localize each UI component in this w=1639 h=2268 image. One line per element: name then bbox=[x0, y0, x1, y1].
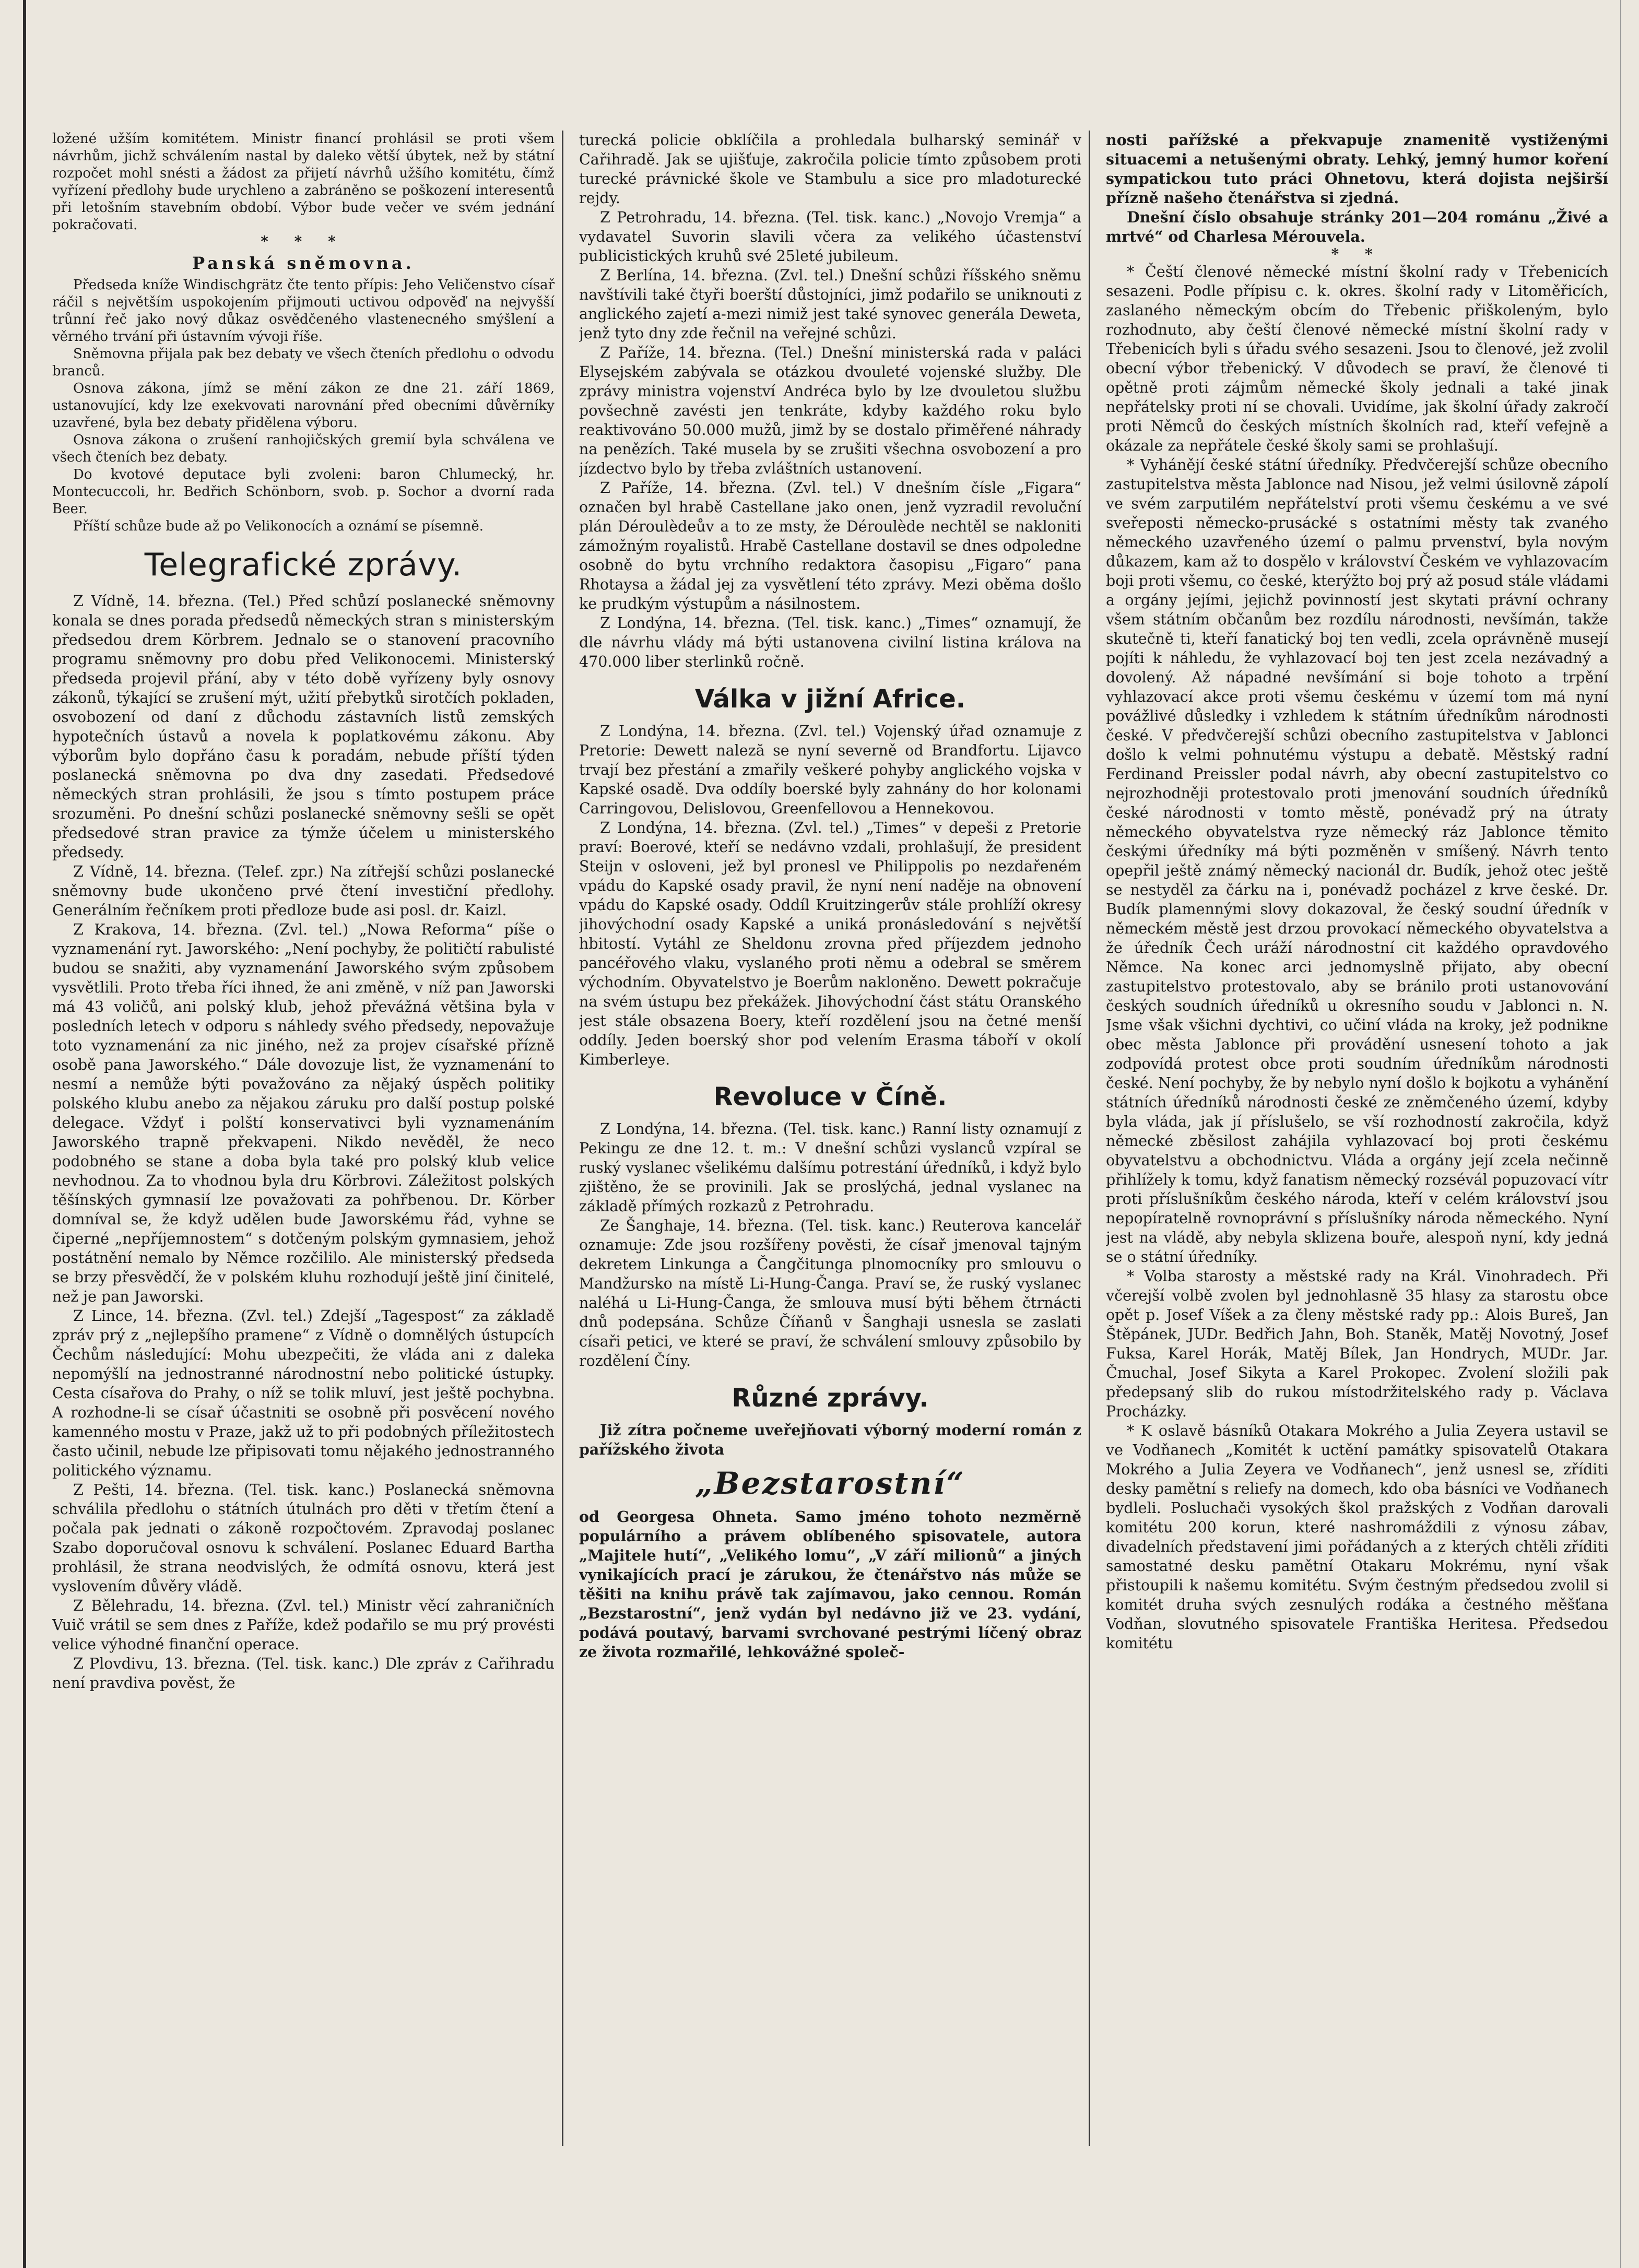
article-text: Předseda kníže Windischgrätz čte tento přípis: Jeho Veličenstvo císař ráčil s největším uspokojením přijmouti uctivou odpověď na nejvyšší trůnní řeč jako nový důkaz osvědčeného vlastenecného smýšlení a věrného trvání při ústavním vývoji říše. bbox=[52, 277, 555, 345]
article-text: Osnova zákona, jímž se mění zákon ze dne 21. září 1869, ustanovující, kdy lze exekvovati narovnání před obecními důvěrníky uzavřené, byla bez debaty přidělena výboru. bbox=[52, 381, 555, 431]
article-text: Sněmovna přijala pak bez debaty ve všech čteních předlohu o odvodu branců. bbox=[52, 346, 555, 379]
article-text: Z Vídně, 14. března. (Telef. zpr.) Na zítřejší schůzi poslanecké sněmovny bude ukončeno prvé čtení investiční předlohy. Generálním řečníkem proti předloze bude asi posl. dr. Kaizl. bbox=[52, 863, 555, 919]
section-heading: Různé zprávy. bbox=[732, 1384, 929, 1413]
article-text: * Vyhánějí české státní úředníky. Předvčerejší schůze obecního zastupitelstva města Jablonce nad Nisou, jež velmi úsilovně zápolí ve svém zarputilém nepřátelství proti všemu českému a ve své sveřeposti německo-prusácké s ostatními městy tak zvaného německého uzavřeného území o palmu prvenství, byla novým důkazem, kam až to dospělo v království Českém ve vyhlazovacím boji proti všemu, co české, kterýžto boj prý až posud stále vládami a orgány jejími, jejichž povinností jest skytati právní ochrany všem státním občanům bez rozdílu národnosti, nevšímán, takže skutečně ti, kteří fanatický boj ten vedli, zcela oprávněně musejí pojíti k náhledu, že vyhlazovací boj ten jest zcela nezávadný a dovolený. Až nápadné nevšímání si boje tohoto a trpění vyhlazovací akce proti všemu českému v území tom má nyní povážlivé důsledky i vzhledem k státním úředníkům národnosti české. V předvčerejší schůzi obecního zastupitelstva v Jablonci došlo k velmi pohnutému výstupu a debatě. Městský radní Ferdinand Preissler podal návrh, aby obecní zastupitelstvo co nejrozhodněji protestovalo proti jmenování soudních úředníků české národnosti v tomto městě, ponévadž prý na útraty německého obyvatelstva ryze německý ráz Jablonce těmito českými úředníky má býti pozměněn v smíšený. Návrh tento opepřil ještě známý německý nacionál dr. Budík, jehož otec ještě se nestyděl za čárku na i, ponévadž pocházel z krve české. Dr. Budík plamennými slovy dokazoval, že český soudní úředník v německém městě jest drzou provokací německého obyvatelstva a že úředník Čech uráží národnostní cit každého opravdového Němce. Na konec arci jednomyslně přijato, aby obecní zastupitelstvo protestovalo, aby se bránilo proti ustanovování českých soudních úředníků u okresního soudu v Jablonci n. N. Jsme však všichni dychtivi, co učiní vláda na kroky, jež podnikne obec města Jablonce při provádění usnesení tohoto a jak zodpovídá protest obce proti soudním úředníkům národnosti české. Není pochyby, že by nebylo nyní došlo k bojkotu a vyhánění státních úředníků národnosti české ze zněmčeného území, kdyby byla vláda, jak jí příslušelo, se vší rozhodností zakročila, když německé zběsilost zahájila vyhlazovací boj proti českému obyvatelstvu a obchodnictvu. Vláda a orgány její zcela nečinně přihlížely k tomu, když fanatism německý rozsévál popuzovací vítr proti příslušníkům českého národa, kteří v celém království jsou nepopíratelně rovnoprávní s příslušníky národa německého. Nyní jest na vládě, aby nebyla sklizena bouře, alespoň nyní, kdy jedná se o státní úředníky. bbox=[1106, 456, 1608, 1266]
article-text: Z Paříže, 14. března. (Tel.) Dnešní ministerská rada v paláci Elysejském zabývala se otázkou dvouleté vojenské služby. Dle zprávy ministra vojenství Andréca bylo by lze dvouletou službu povšechně zavésti jen tenkráte, kdyby každého roku bylo reaktivováno 50.000 mužů, jimž by se dostalo přiměřené náhrady na penězích. Také musela by se zrušiti všechna osvobození a pro jízdectvo bylo by třeba zvláštních ustanovení. bbox=[579, 344, 1081, 477]
column-2 bbox=[579, 131, 1090, 2146]
article-text: Z Londýna, 14. března. (Tel. tisk. kanc.) Ranní listy oznamují z Pekingu ze dne 12. t. m.: V dnešní schůzi vyslanců vzpíral se ruský vyslanec všelikému dalšímu potrestání úředníků, i když bylo zjištěno, že se provinili. Jak se proslýchá, jednal vyslanec na základě přímých rozkazů z Petrohradu. bbox=[579, 1120, 1081, 1215]
article-text: Z Berlína, 14. března. (Zvl. tel.) Dnešní schůzi říšského sněmu navštívili také čtyři boerští důstojníci, jimž podařilo se uniknouti z anglického zajetí a-mezi nimiž jest také synovec generála Deweta, jenž tyto dny zde řečnil na veřejné schůzi. bbox=[579, 267, 1081, 342]
announcement-text: Dnešní číslo obsahuje stránky 201—204 románu „Živé a mrtvé“ od Charlesa Mérouvela. bbox=[1106, 208, 1608, 245]
article-text: turecká policie obklíčila a prohledala bulharský seminář v Cařihradě. Jak se ujišťuje, zakročila policie tímto způsobem proti turecké právnické škole ve Stambulu a sice pro mladoturecké rejdy. bbox=[579, 132, 1081, 207]
article-text: Z Bělehradu, 14. března. (Zvl. tel.) Ministr věcí zahraničních Vuič vrátil se sem dnes z Paříže, kdež podařilo se mu prý provésti velice výhodné finanční operace. bbox=[52, 1597, 555, 1653]
announcement-text: od Georgesa Ohneta. Samo jméno tohoto nezměrně populárního a právem oblíbeného spisovatele, autora „Majitele hutí“, „Velikého lomu“, „V září milionů“ a jiných vynikajících prací je zárukou, že čtenářstvo nás může se těšiti na knihu právě tak zajímavou, jako cennou. Román „Bezstarostní“, jenž vydán byl nedávno již ve 23. vydání, podává poutavý, barvami svrchované pestrými líčený obraz ze života rozmařilé, lehkovážné společ- bbox=[579, 1508, 1081, 1661]
article-text: Z Lince, 14. března. (Zvl. tel.) Zdejší „Tagespost“ za základě zpráv prý z „nejlepšího pramene“ z Vídně o domnělých ústupcích Čechům následující: Mohu ubezpečiti, že vláda ani z daleka nepomýšlí na jednostranné národnostní nebo politické ústupky. Cesta císařova do Prahy, o níž se tolik mluví, jest ještě pochybna. A rozhodne-li se císař účastniti se osobně při posvěcení nového kamenného mostu v Praze, jakž už to při podobných příležitostech často učinil, nebude lze připisovati tomu nějakého jednostranného politického významu. bbox=[52, 1307, 555, 1479]
separator-stars: * * bbox=[1331, 245, 1383, 263]
announcement-text: nosti pařížské a překvapuje znamenitě vystiženými situacemi a netušenými obraty. Lehký, jemný humor koření sympatickou tuto práci Ohnetovu, která dojista nejširší přízně našeho čtenářstva si zjedná. bbox=[1106, 131, 1608, 207]
announcement-text: Již zítra počneme uveřejňovati výborný moderní román z pařížského života bbox=[579, 1421, 1081, 1458]
article-text: Osnova zákona o zrušení ranhojičských gremií byla schválena ve všech čteních bez debaty. bbox=[52, 432, 555, 465]
article-text: * Čeští členové německé místní školní rady v Třebenicích sesazeni. Podle přípisu c. k. okres. školní rady v Litoměřicích, zaslaného německým obcím do Třebenic přiškoleným, bylo rozhodnuto, aby čeští členové německé místní školní rady v Třebenicích byli s úřadu svého sesazeni. Jsou to členové, jež zvolil obecní výbor třebenický. V důvodech se praví, že členové ti opětně proti zájmům německé školy jednali a také jinak nepřátelsky proti ní se chovali. Uvidíme, jak školní úřady zakročí proti Němců do českých místních školních rad, kteří vefejně a okázale za nepřátele české školy sami se prohlašují. bbox=[1106, 263, 1608, 454]
article-text: Z Londýna, 14. března. (Tel. tisk. kanc.) „Times“ oznamují, že dle návrhu vlády má býti ustanovena civilní listina králova na 470.000 liber sterlinků ročně. bbox=[579, 615, 1081, 670]
columns bbox=[52, 131, 1608, 2146]
column-3 bbox=[1106, 131, 1608, 2146]
page-edge-right bbox=[1620, 0, 1621, 2268]
article-text: Do kvotové deputace byli zvoleni: baron Chlumecký, hr. Montecuccoli, hr. Bedřich Schönborn, svob. p. Sochor a dvorní rada Beer. bbox=[52, 467, 555, 517]
article-text: Ze Šanghaje, 14. března. (Tel. tisk. kanc.) Reuterova kancelář oznamuje: Zde jsou rozšířeny pověsti, že císař jmenoval tajným dekretem Linkunga a Čangčitunga plnomocníky pro smlouvu o Mandžursko na místě Li-Hung-Čanga. Praví se, že ruský vyslanec naléhá u Li-Hung-Čanga, že smlouva musí býti během čtrnácti dnů podepsána. Schůze Číňanů v Šanghaji usnesla se zaslati císaři petici, ve které se praví, že schválení smlouvy způsobilo by rozdělení Číny. bbox=[579, 1217, 1081, 1369]
separator-stars: * * * bbox=[261, 233, 346, 250]
article-text: Z Plovdivu, 13. března. (Tel. tisk. kanc.) Dle zpráv z Cařihradu není pravdiva pověst, že bbox=[52, 1655, 555, 1692]
page-edge bbox=[23, 0, 26, 2268]
article-text: Z Londýna, 14. března. (Zvl. tel.) Vojenský úřad oznamuje z Pretorie: Dewett naleză se nyní severně od Brandfortu. Lijavco trvají bez přestání a zmařily veškeré pohyby anglického vojska v Kapské osadě. Dva oddíly boerské byly zahnány do hor kolonami Carringovou, Delislovou, Greenfellovou a Hennekovou. bbox=[579, 723, 1081, 817]
article-text: Z Londýna, 14. března. (Zvl. tel.) „Times“ v depeši z Pretorie praví: Boerové, kteří se nedávno vzdali, prohlašují, že president Steijn v osloveni, jež byl pronesl ve Philippolis po nezdařeném vpádu do Kapské osady pravil, že nyní není naděje na obnovení vpádu do Kapské osady. Oddíl Kruitzingerův stále prohlíží okresy jihovýchodní osady Kapské a uniká pronásledování s největší hbitostí. Vytáhl ze Sheldonu zrovna před příjezdem jednoho pancéřového vlaku, vyslaného proti němu a odebral se směrem východním. Obyvatelstvo je Boerům nakloněno. Dewett pokračuje na svém ústupu bez překážek. Jihovýchodní část státu Oranského jest stále obsazena Boery, kteří rozdělení jsou na četné menší oddíly. Jeden boerský shor pod velením Erasma táboří v okolí Kimberleye. bbox=[579, 819, 1081, 1068]
article-text: Z Vídně, 14. března. (Tel.) Před schůzí poslanecké sněmovny konala se dnes porada předsedů německých stran s ministerským předsedou drem Körbrem. Jednalo se o stanovení pracovního programu sněmovny pro dobu před Velikonocemi. Ministerský předseda projevil přání, aby v této době vyřízeny byly osnovy zákonů, týkající se zrušení mýt, užití přebytků sirotčích pokladen, osvobození od daní z důchodu zástavních listů zemských hypotečních ústavů a novela k poplatkovému zákonu. Aby výborům bylo dopřáno času k poradám, nebude příští týden poslanecká sněmovna po dva dny zasedati. Předsedové německých stran prohlásili, že jsou s tímto postupem práce srozuměni. Po dnešní schůzi poslanecké sněmovny sešli se opět předsedové stran pravice za týmže účelem u ministerského předsedy. bbox=[52, 593, 555, 861]
novel-title: „Bezstarostní“ bbox=[695, 1466, 965, 1501]
section-heading: Panská sněmovna. bbox=[192, 253, 415, 273]
article-text: * Volba starosty a městské rady na Král. Vinohradech. Při včerejší volbě zvolen byl jednohlasně 35 hlasy za starostu obce opět p. Josef Víšek a za členy městské rady pp.: Alois Bureš, Jan Štěpánek, JUDr. Bedřich Jahn, Boh. Staněk, Matěj Novotný, Josef Fuksa, Karel Horák, Matěj Bílek, Jan Hondrych, MUDr. Jar. Čmuchal, Josef Sikyta a Karel Prokopec. Zvolení složili pak předepsaný slib do rukou místodržitelského rady p. Václava Procházky. bbox=[1106, 1268, 1608, 1420]
article-text: Z Krakova, 14. března. (Zvl. tel.) „Nowa Reforma“ píše o vyznamenání ryt. Jaworského: „Není pochyby, že političtí rabulisté budou se snažiti, aby vyznamenání Jaworského svým způsobem vysvětlili. Proto třeba říci ihned, že ani změně, v níž pan Jaworski má 43 voličů, ani polský klub, jehož převážná většina byla v posledních letech v odporu s náhledy svého předsedy, nepovažuje toto vyznamenání za nic jiného, než za projev císařské přízně osobě pana Jaworského.“ Dále dovozuje list, že vyznamenání to nesmí a nemůže býti považováno za nějaký úspěch politiky polského klubu anebo za nějakou záruku pro další postup polské delegace. Vždyť i polští konservativci byli vyznamenáním Jaworského trapně překvapeni. Nikdo nevěděl, že neco podobného se stane a doba byla také pro polský klub velice nevhodnou. Za to vhodnou byla dru Körbrovi. Záležitost polských těšínských gymnasií lze považovati za pohřbenou. Dr. Körber domníval se, že když udělen bude Jaworskému řád, vyhne se čiperné „nepříjemnostem“ s dotčeným polským gymnasiem, jehož postátnění nemalo by Němce rozčililo. Ale ministerský předseda se brzy přesvědčí, že v polském kluhu rozhodují ještě jiní činitelé, než je pan Jaworski. bbox=[52, 921, 555, 1305]
article-text: ložené užším komitétem. Ministr financí prohlásil se proti všem návrhům, jichž schválením nastal by daleko větší úbytek, než by státní rozpočet mohl snésti a žádost za přijetí návrhů užšího komitétu, čímž vyřízení předlohy bude urychleno a zabráněno se poškození interesentů při letošním stavebním období. Výbor bude večer ve svém jednání pokračovati. bbox=[52, 131, 555, 233]
article-text: Z Paříže, 14. března. (Zvl. tel.) V dnešním čísle „Figara“ označen byl hrabě Castellane jako onen, jenž vyzradil revoluční plán Déroulèdeův a to ze msty, že Déroulède nechtěl se nakloniti zámožným royalistů. Hrabě Castellane dostavil se dnes odpoledne osobně do bytu vrchního redaktora časopisu „Figaro“ pana Rhotaysa a žádal jej za vysvětlení této zprávy. Mezi oběma došlo ke prudkým výstupům a násilnostem. bbox=[579, 479, 1081, 612]
section-heading: Válka v jižní Africe. bbox=[695, 684, 965, 714]
article-text: Z Pešti, 14. března. (Tel. tisk. kanc.) Poslanecká sněmovna schválila předlohu o státních útulnách pro děti v třetím čtení a počala pak jednati o zákoně rozpočtovém. Zpravodaj poslanec Szabo doporučoval osnovu k schválení. Poslanec Eduard Bartha prohlásil, že strana neodvislých, že odmítá osnovu, která jest vyslovením důvěry vládě. bbox=[52, 1481, 555, 1595]
column-1 bbox=[52, 131, 563, 2146]
article-text: Z Petrohradu, 14. března. (Tel. tisk. kanc.) „Novojo Vremja“ a vydavatel Suvorin slavili včera za velikého účastenství publicistických kruhů své 25leté jubileum. bbox=[579, 209, 1081, 265]
section-heading: Telegrafické zprávy. bbox=[144, 547, 463, 583]
section-heading: Revoluce v Číně. bbox=[713, 1082, 947, 1112]
article-text: Příští schůze bude až po Velikonocích a oznámí se písemně. bbox=[73, 518, 484, 534]
article-text: * K oslavě básníků Otakara Mokrého a Julia Zeyera ustavil se ve Vodňanech „Komitét k uctění památky spisovatelů Otakara Mokrého a Julia Zeyera ve Vodňanech“, jenž usnesl se, zříditi desky pamětní s reliefy na domech, kdo oba básníci ve Vodňanech bydleli. Posluchači vysokých škol pražských z Vodňan darovali komitétu 200 korun, které nashromáždili z výnosu zábav, divadelních představení jimi pořádaných a z kterých chtěli zříditi samostatné desku pamětní Otakaru Mokrému, nyní však přistoupili k našemu komitétu. Svým čestným předsedou zvolil si komitét druha svých zesnulých rodáka a čestného měšťana Vodňan, slovutného spisovatele Františka Heritesa. Předsedou komitétu bbox=[1106, 1422, 1608, 1652]
